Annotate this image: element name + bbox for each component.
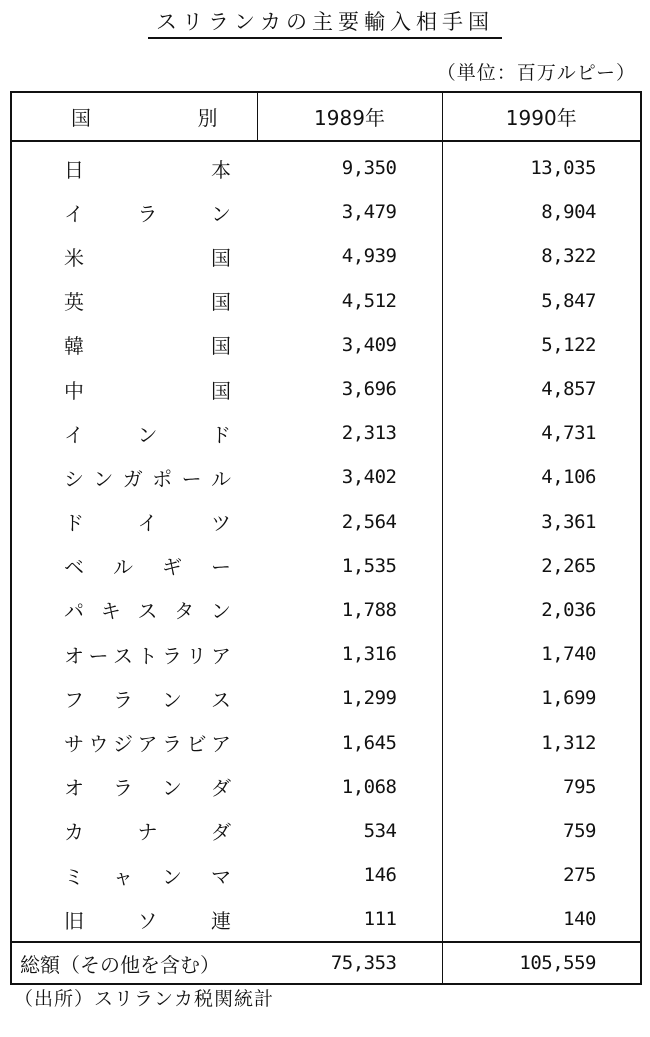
- country-name-char: ダ: [211, 820, 231, 845]
- country-name-char: ラ: [162, 732, 182, 757]
- country-name-char: パ: [64, 599, 84, 624]
- country-name-char: イ: [137, 511, 158, 536]
- value-1989: 4,512: [257, 279, 442, 323]
- country-name-char: ミ: [64, 864, 84, 889]
- country-name: [11, 411, 257, 455]
- value-1990: 2,036: [541, 598, 596, 621]
- country-name-char: ラ: [162, 643, 182, 668]
- country-name: [11, 323, 257, 367]
- country-name-char: ポ: [152, 466, 173, 491]
- country-name-char: ア: [137, 732, 158, 757]
- country-name-char: タ: [174, 599, 195, 624]
- value-1990: 8,322: [541, 245, 596, 268]
- import-partners-table: [10, 91, 642, 985]
- country-name-char: ビ: [186, 732, 207, 757]
- country-name-char: ン: [162, 864, 182, 889]
- country-name: [11, 367, 257, 411]
- value-1990: 4,731: [541, 422, 596, 445]
- table-row: [11, 588, 641, 632]
- country-name-char: ベ: [64, 555, 84, 580]
- country-name-char: ダ: [211, 776, 231, 801]
- country-name: [11, 190, 257, 234]
- country-name-char: ラ: [137, 201, 158, 226]
- source-note: （出所）スリランカ税関統計: [14, 988, 275, 1010]
- country-name-char: ー: [211, 555, 231, 580]
- table-row: [11, 720, 641, 764]
- country-name: [11, 234, 257, 278]
- country-name-char: ン: [137, 422, 158, 447]
- country-name-char: イ: [64, 201, 84, 226]
- value-1989: 3,479: [257, 190, 442, 234]
- country-name-char: ン: [93, 466, 114, 491]
- country-name-char: フ: [64, 687, 84, 712]
- country-name-char: サ: [64, 732, 84, 757]
- value-1990: 1,740: [541, 643, 596, 666]
- country-name-char: オ: [64, 643, 84, 668]
- country-name-char: マ: [211, 864, 231, 889]
- country-name-char: ラ: [113, 687, 133, 712]
- value-1990: 795: [563, 775, 596, 798]
- value-1989: 3,696: [257, 367, 442, 411]
- value-1990: 140: [563, 908, 596, 931]
- country-name-char: ド: [211, 422, 231, 447]
- country-name: [11, 720, 257, 764]
- table-row: [11, 632, 641, 676]
- value-1990: 4,857: [541, 378, 596, 401]
- country-name: [11, 853, 257, 897]
- country-name-char: カ: [64, 820, 84, 845]
- table-row: [11, 141, 641, 190]
- total-row: [11, 942, 641, 984]
- value-1989: 2,564: [257, 500, 442, 544]
- value-1989: 1,068: [257, 765, 442, 809]
- value-1989: 3,402: [257, 455, 442, 499]
- country-name-char: 国: [211, 334, 231, 359]
- country-name-char: ン: [211, 201, 231, 226]
- country-name: [11, 809, 257, 853]
- value-1990: 13,035: [530, 157, 596, 180]
- country-name-char: 中: [64, 378, 84, 403]
- value-1989: 1,299: [257, 676, 442, 720]
- header-row: [11, 92, 641, 141]
- country-name-char: 日: [64, 157, 84, 182]
- country-name-char: 国: [211, 245, 231, 270]
- value-1989: 1,535: [257, 544, 442, 588]
- country-name-char: ギ: [162, 555, 182, 580]
- value-1990: 759: [563, 819, 596, 842]
- country-name-char: 旧: [64, 908, 84, 933]
- value-1990: 275: [563, 864, 596, 887]
- country-name: [11, 544, 257, 588]
- total-1989: 75,353: [257, 942, 442, 984]
- table-row: [11, 676, 641, 720]
- country-name: [11, 141, 257, 190]
- country-name-char: ス: [113, 643, 133, 668]
- country-name-char: 本: [211, 157, 231, 182]
- value-1989: 1,645: [257, 720, 442, 764]
- country-name-char: ル: [113, 555, 133, 580]
- country-name: [11, 500, 257, 544]
- value-1990: 8,904: [541, 201, 596, 224]
- country-name-char: ナ: [137, 820, 158, 845]
- country-name-char: ジ: [113, 732, 133, 757]
- table-row: [11, 765, 641, 809]
- country-name-char: 英: [64, 290, 84, 315]
- value-1989: 1,316: [257, 632, 442, 676]
- value-1989: 111: [257, 897, 442, 942]
- total-1990: 105,559: [442, 942, 641, 984]
- table-row: [11, 411, 641, 455]
- country-name: [11, 632, 257, 676]
- value-1989: 1,788: [257, 588, 442, 632]
- table-row: [11, 500, 641, 544]
- country-name-char: オ: [64, 776, 84, 801]
- country-name-char: ス: [211, 687, 231, 712]
- country-name-char: 連: [211, 908, 231, 933]
- country-name: [11, 279, 257, 323]
- country-name-char: ス: [137, 599, 158, 624]
- table-row: [11, 544, 641, 588]
- value-1990: 2,265: [541, 554, 596, 577]
- header-country-char: 国: [71, 106, 91, 130]
- table-row: [11, 234, 641, 278]
- country-name-char: ア: [211, 643, 231, 668]
- value-1989: 3,409: [257, 323, 442, 367]
- country-name: [11, 588, 257, 632]
- country-name-char: 米: [64, 245, 84, 270]
- country-name-char: ア: [211, 732, 231, 757]
- country-name-char: ャ: [113, 864, 133, 889]
- header-country: [11, 92, 257, 141]
- table-row: [11, 367, 641, 411]
- country-name-char: 国: [211, 290, 231, 315]
- header-1990: 1990年: [442, 92, 641, 141]
- header-country-char: 別: [197, 106, 218, 130]
- table-row: [11, 455, 641, 499]
- unit-note: （単位：百万ルピー）: [436, 62, 636, 84]
- value-1989: 146: [257, 853, 442, 897]
- country-name-char: ト: [137, 643, 158, 668]
- value-1989: 4,939: [257, 234, 442, 278]
- country-name-char: 韓: [64, 334, 84, 359]
- value-1990: 4,106: [541, 466, 596, 489]
- country-name-char: キ: [100, 599, 121, 624]
- country-name-char: イ: [64, 422, 84, 447]
- table-row: [11, 190, 641, 234]
- value-1989: 2,313: [257, 411, 442, 455]
- country-name: [11, 897, 257, 942]
- country-name-char: ル: [210, 466, 231, 491]
- country-name-char: シ: [64, 466, 84, 491]
- country-name-char: ー: [88, 643, 109, 668]
- country-name-char: ラ: [113, 776, 133, 801]
- country-name-char: ー: [181, 466, 202, 491]
- table-row: [11, 853, 641, 897]
- value-1990: 1,699: [541, 687, 596, 710]
- country-name: [11, 676, 257, 720]
- value-1989: 534: [257, 809, 442, 853]
- country-name: [11, 455, 257, 499]
- table-body: [11, 141, 641, 984]
- value-1990: 5,847: [541, 289, 596, 312]
- header-1989: 1989年: [257, 92, 442, 141]
- country-name-char: ガ: [122, 466, 143, 491]
- table-title: スリランカの主要輸入相手国: [0, 6, 650, 36]
- value-1990: 1,312: [541, 731, 596, 754]
- total-label: 総額（その他を含む）: [11, 942, 257, 984]
- country-name-char: ン: [162, 776, 182, 801]
- table-row: [11, 323, 641, 367]
- country-name: [11, 765, 257, 809]
- table-row: [11, 897, 641, 942]
- value-1990: 3,361: [541, 510, 596, 533]
- table-row: [11, 279, 641, 323]
- country-name-char: 国: [211, 378, 231, 403]
- country-name-char: ソ: [137, 908, 158, 933]
- country-name-char: ド: [64, 511, 84, 536]
- country-name-char: ツ: [211, 511, 231, 536]
- country-name-char: ウ: [88, 732, 109, 757]
- table-row: [11, 809, 641, 853]
- country-name-char: ン: [211, 599, 231, 624]
- value-1989: 9,350: [257, 141, 442, 190]
- country-name-char: リ: [186, 643, 207, 668]
- value-1990: 5,122: [541, 333, 596, 356]
- country-name-char: ン: [162, 687, 182, 712]
